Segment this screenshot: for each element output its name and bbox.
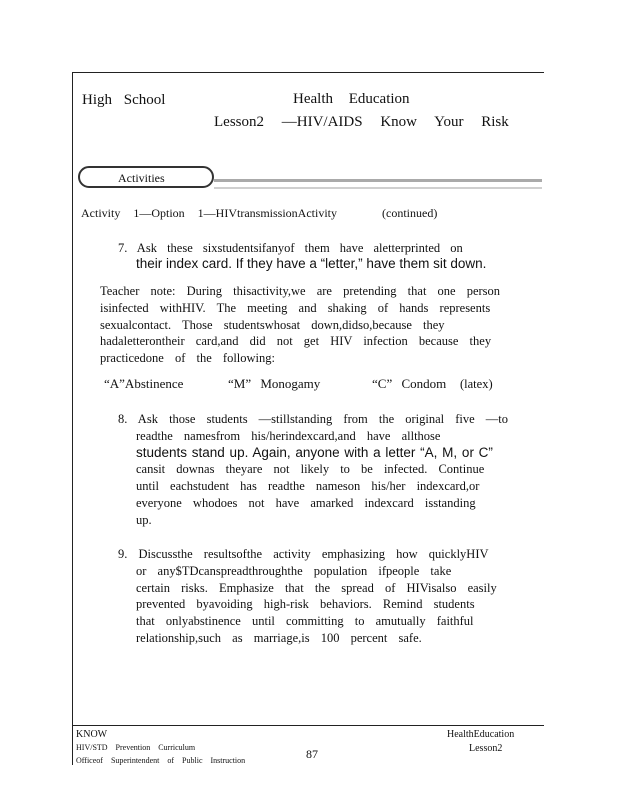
step8-line: cansit downas theyare not likely to be infected. Continue xyxy=(136,462,485,477)
footer-right-line2: Lesson2 xyxy=(469,743,503,754)
option-condom: “C” Condom xyxy=(372,376,447,391)
teacher-note-line: isinfected withHIV. The meeting and shaking of hands represents xyxy=(100,300,491,315)
footer-left-line2: HIV/STD Prevention Curriculum xyxy=(76,743,196,752)
header-center: Health Education xyxy=(293,91,410,107)
option-monogamy: “M” Monogamy xyxy=(228,376,321,391)
step8-line: 8. Ask those students —stillstanding from the original five —to xyxy=(118,412,509,426)
activities-tab xyxy=(78,166,214,188)
left-rule xyxy=(72,72,73,765)
step7-line1: 7. Ask these sixstudentsifanyof them have aletterprinted on xyxy=(118,241,463,255)
activity-title: Activity 1—Option 1—HIVtransmissionActivity xyxy=(81,206,337,220)
step8-line: students stand up. Again, anyone with a letter “A, M, or C” xyxy=(136,444,493,460)
step8 xyxy=(118,411,508,529)
step8-line: up. xyxy=(136,512,152,527)
footer-right-line1: HealthEducation xyxy=(447,729,515,740)
activity-continued: (continued) xyxy=(382,206,438,220)
step8-line: readthe namesfrom his/herindexcard,and have allthose xyxy=(136,428,441,443)
teacher-note-line: hadaletterontheir card,and did not get HIV infection because they xyxy=(100,334,492,349)
section-bar xyxy=(214,179,542,182)
step9-line: relationship,such as marriage,is 100 percent safe. xyxy=(136,630,422,645)
step9 xyxy=(118,546,497,647)
footer-left-title: KNOW xyxy=(76,729,108,740)
step8-line: everyone whodoes not have amarked indexcard isstanding xyxy=(136,495,476,510)
teacher-note-line: Teacher note: During thisactivity,we are pretending that one person xyxy=(100,284,501,298)
step9-line: that onlyabstinence until committing to amutually faithful xyxy=(136,614,474,629)
teacher-note-line: practicedone of the following: xyxy=(100,351,275,366)
footer-rule xyxy=(72,725,544,726)
header-left: High School xyxy=(82,92,166,108)
footer-left-line3: Officeof Superintendent of Public Instruction xyxy=(76,756,246,765)
teacher-note-line: sexualcontact. Those studentswhosat down,didso,because they xyxy=(100,317,445,332)
page-number: 87 xyxy=(306,747,318,761)
activities-tab-label: Activities xyxy=(118,171,165,185)
section-bar-shadow xyxy=(214,187,542,189)
top-rule xyxy=(72,72,544,73)
step9-line: certain risks. Emphasize that the spread of HIVisalso easily xyxy=(136,580,497,595)
step8-line: until eachstudent has readthe nameson his/her indexcard,or xyxy=(136,479,480,494)
header-subtitle: Lesson2 —HIV/AIDS Know Your Risk xyxy=(214,114,509,130)
option-abstinence: “A”Abstinence xyxy=(104,376,184,391)
step9-line: prevented byavoiding high-risk behaviors. Remind students xyxy=(136,597,475,612)
step9-line: or any$TDcanspreadthroughthe population ifpeople take xyxy=(136,563,452,578)
teacher-note xyxy=(100,283,500,367)
step9-line: 9. Discussthe resultsofthe activity emphasizing how quicklyHIV xyxy=(118,547,489,561)
step7-line2: their index card. If they have a “letter,” have them sit down. xyxy=(136,256,487,271)
option-latex: (latex) xyxy=(460,377,493,391)
